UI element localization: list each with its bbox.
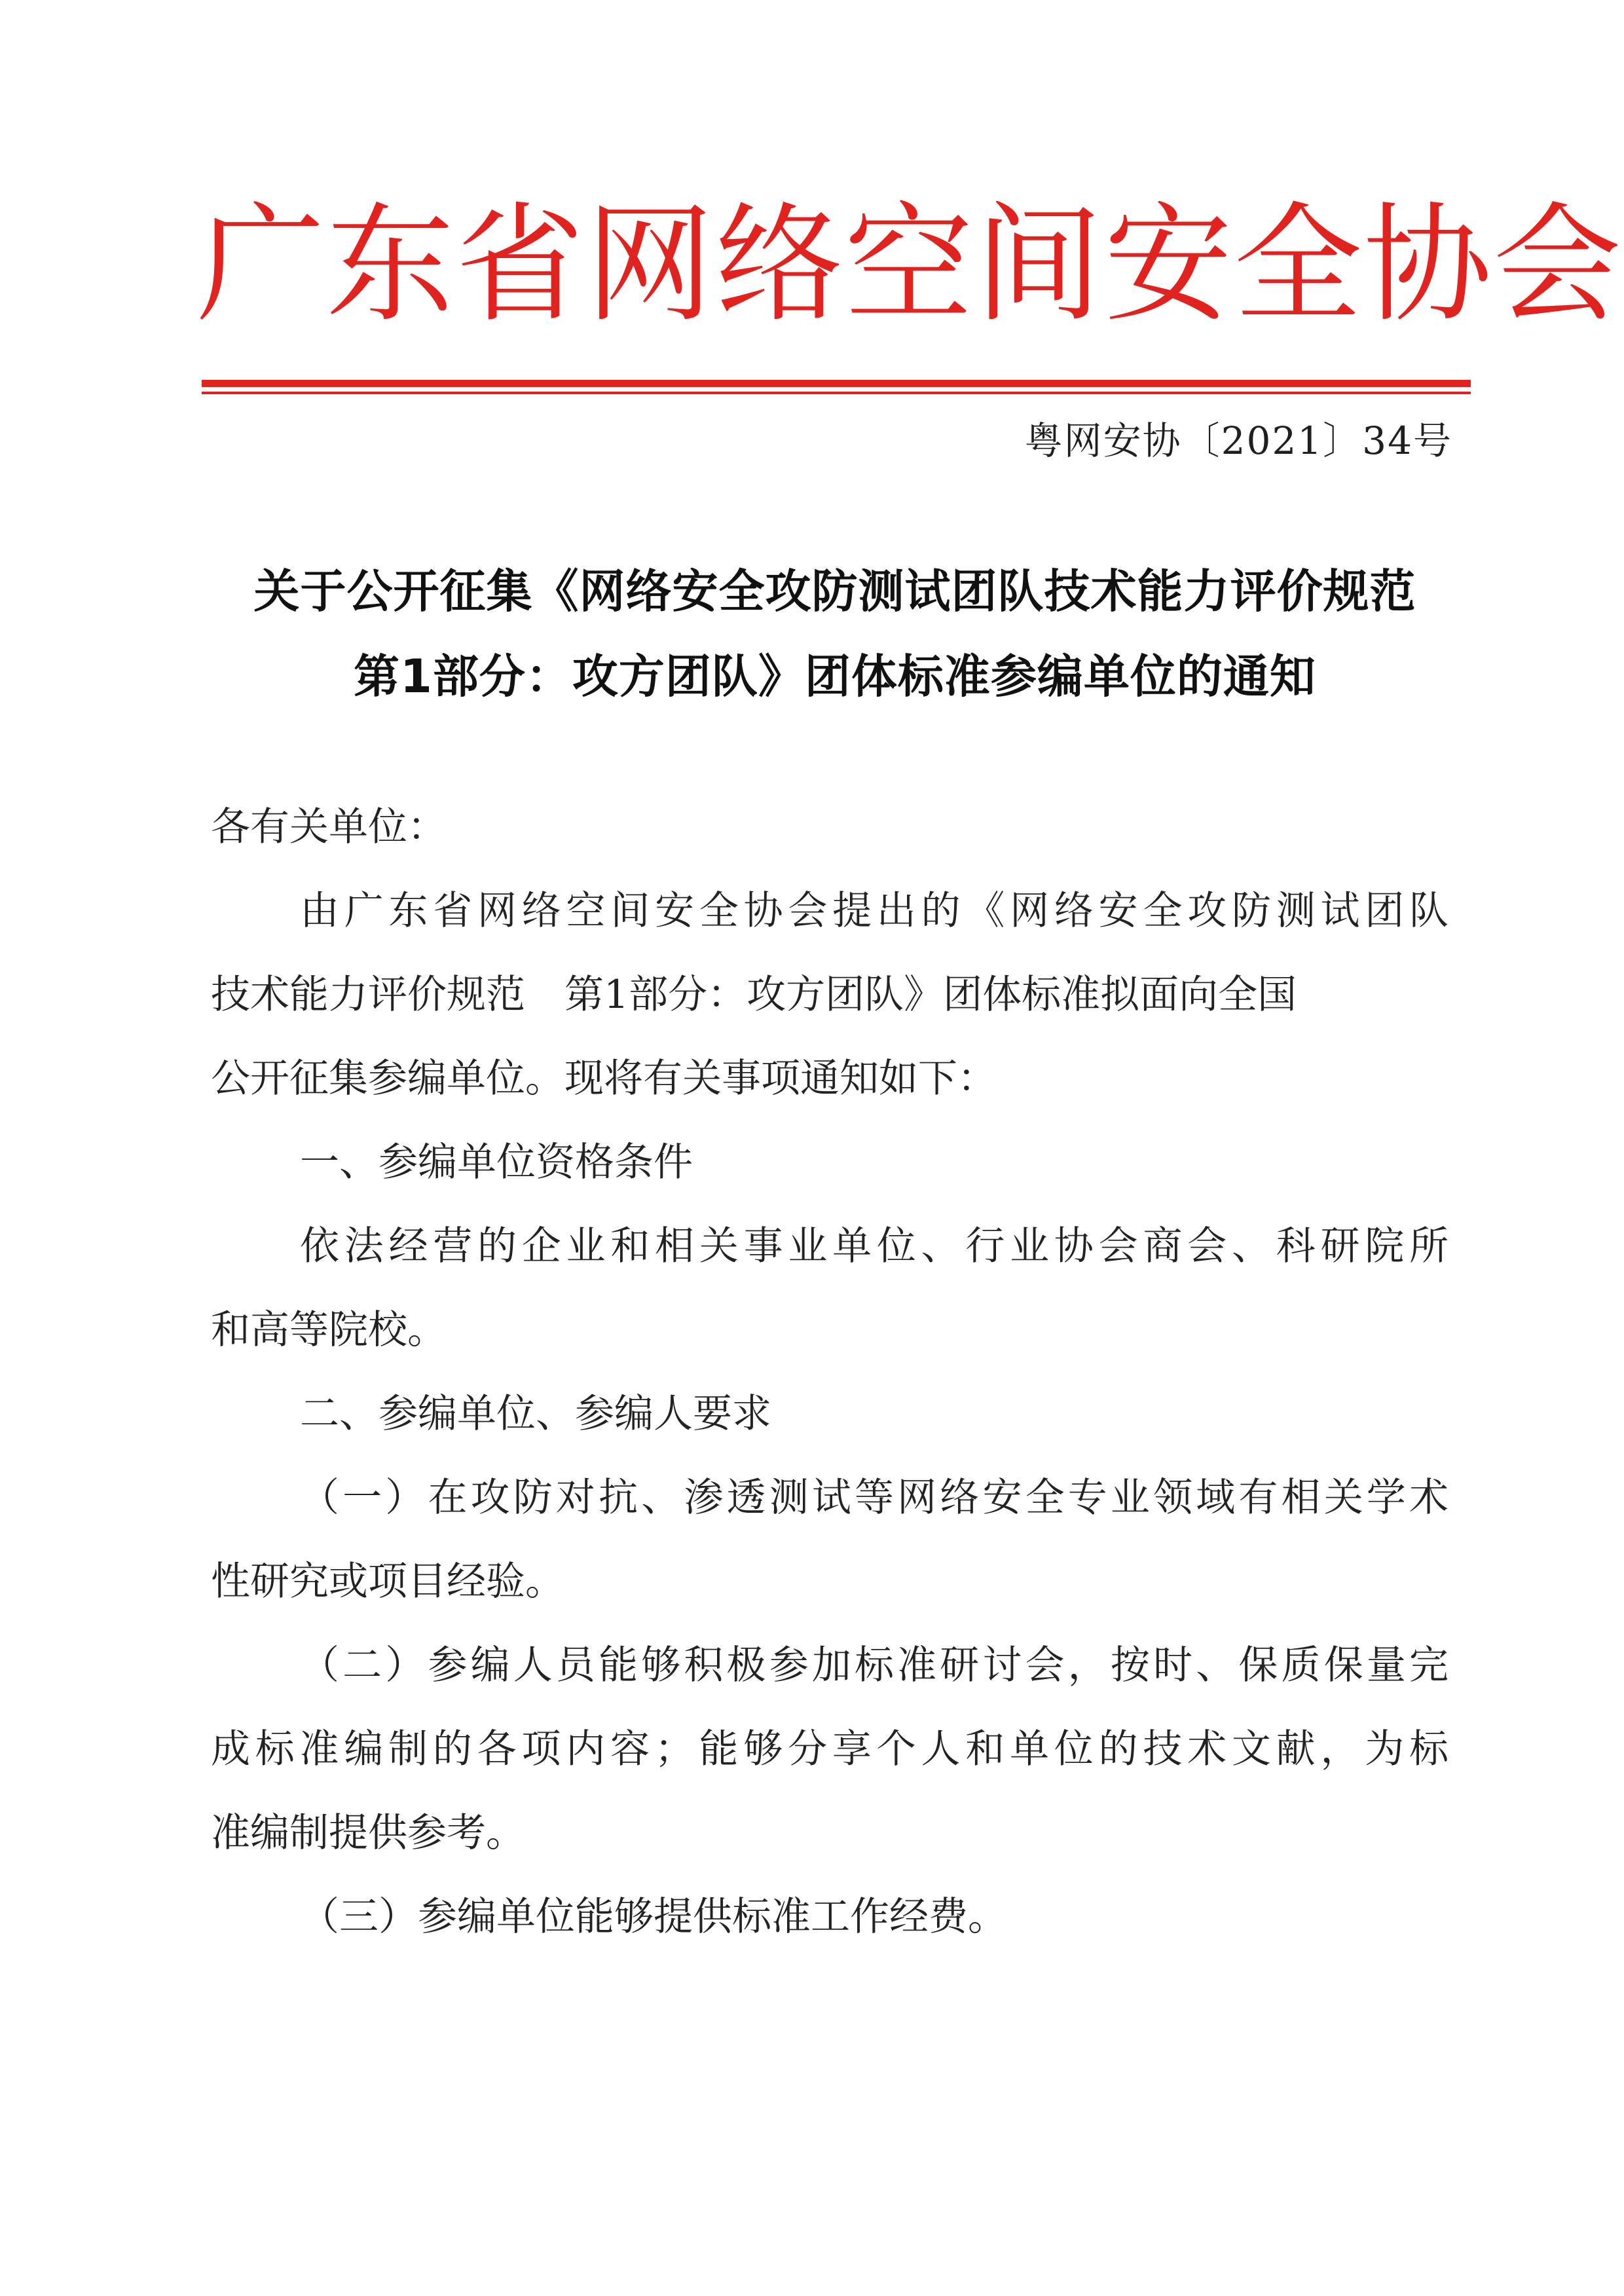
section-2-item-1-line-2: 性研究或项目经验。 <box>211 1559 564 1604</box>
intro-line-2b: 第1部分：攻方团队》团体标准拟面向全国 <box>564 972 1297 1018</box>
notice-title-line-1: 关于公开征集《网络安全攻防测试团队技术能力评价规范 <box>253 565 1416 618</box>
section-1-heading: 一、参编单位资格条件 <box>300 1139 693 1185</box>
notice-title-line-2: 第1部分：攻方团队》团体标准参编单位的通知 <box>354 650 1316 703</box>
intro-line-2a: 技术能力评价规范 <box>211 972 525 1018</box>
intro-line-3: 公开征集参编单位。现将有关事项通知如下： <box>211 1056 997 1102</box>
intro-line-1: 由广东省网络空间安全协会提出的《网络安全攻防测试团队 <box>300 888 1449 934</box>
section-1-text-line-1: 依法经营的企业和相关事业单位、行业协会商会、科研院所 <box>300 1223 1449 1269</box>
section-2-item-2-line-3: 准编制提供参考。 <box>211 1810 525 1856</box>
section-2-item-3: （三）参编单位能够提供标准工作经费。 <box>300 1894 1007 1940</box>
header-divider-thin <box>202 392 1471 394</box>
section-2-heading: 二、参编单位、参编人要求 <box>300 1391 771 1437</box>
section-1-text-line-2: 和高等院校。 <box>211 1307 447 1353</box>
header-divider-thick <box>202 380 1471 387</box>
organization-masthead: 广东省网络空间安全协会 <box>196 191 1623 340</box>
section-2-item-1-line-1: （一）在攻防对抗、渗透测试等网络安全专业领域有相关学术 <box>300 1475 1449 1521</box>
intro-line-2 <box>211 965 1297 1024</box>
salutation: 各有关单位： <box>211 804 447 850</box>
section-2-item-2-line-1: （二）参编人员能够积极参加标准研讨会，按时、保质保量完 <box>300 1642 1449 1688</box>
section-2-item-2-line-2: 成标准编制的各项内容；能够分享个人和单位的技术文献，为标 <box>211 1726 1449 1772</box>
document-number: 粤网安协〔2021〕34号 <box>1024 418 1452 463</box>
